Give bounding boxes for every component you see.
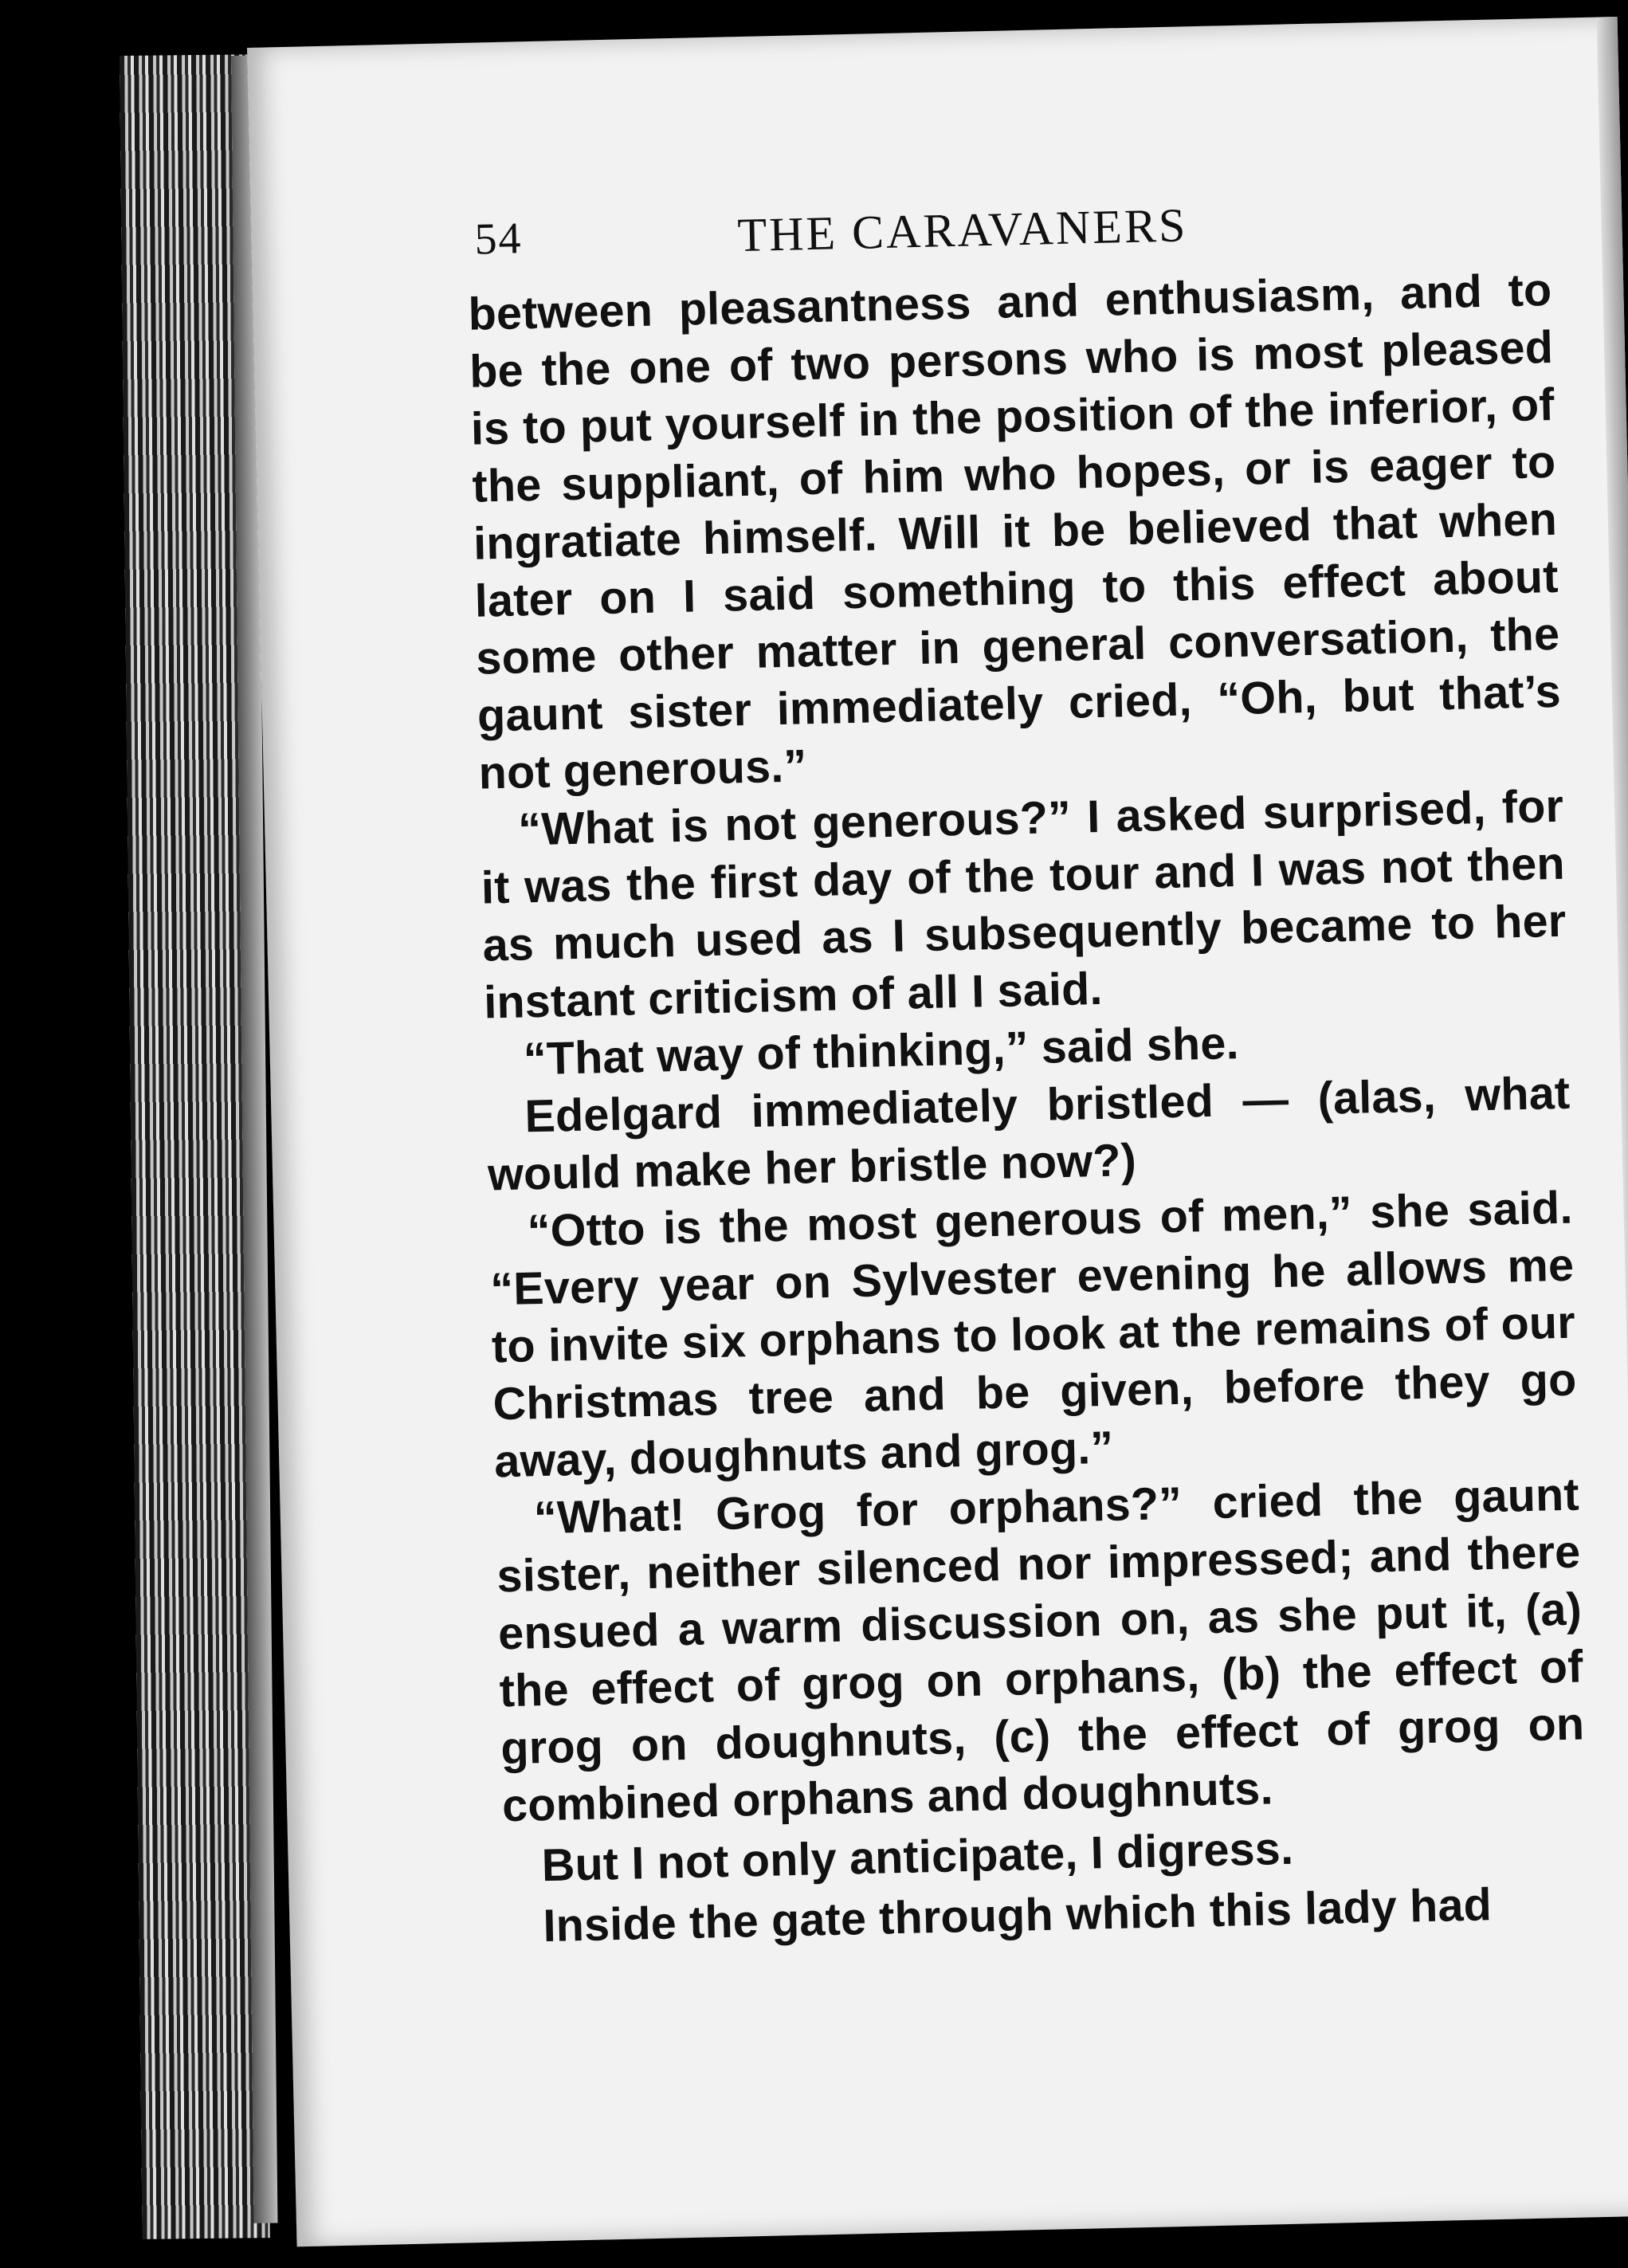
- paragraph-8: Inside the gate through which this lady had: [542, 1879, 1493, 1952]
- page-text-block: [466, 190, 1589, 1956]
- paragraph-6: “What! Grog for orphans?” cried the gaunt sister, neither silenced nor impressed; and there ensued a warm discussion on, as she put it, (a) the effect of grog on orphans, (b) the effect of grog on doughnuts, (c) the effect of grog on combined orphans and doughnuts.: [496, 1469, 1585, 1832]
- page-right-edge: [1597, 17, 1628, 2216]
- running-title: THE CARAVANERS: [736, 198, 1188, 262]
- paragraph-5: “Otto is the most generous of men,” she said. “Every year on Sylvester evening he allows me to invite six orphans to look at the remains of our Christmas tree and be given, before they go away, doughnuts and grog.”: [489, 1182, 1578, 1488]
- paragraph-4: Edelgard immediately bristled — (alas, what would make her bristle now?): [487, 1067, 1571, 1201]
- paragraph-1: between pleasantness and enthusiasm, and to be the one of two persons who is most pleased is to put yourself in the position of the inferior, of the suppliant, of him who hopes, or is eager to ingratiate himself. Will it be believed that when later on I said something to this effect about some other matter in general conversation, the gaunt sister immediately cried, “Oh, but that’s not generous.”: [467, 264, 1562, 799]
- paragraph-7: But I not only anticipate, I digress.: [541, 1823, 1294, 1892]
- paragraph-2: “What is not generous?” I asked surprised, for it was the first day of the tour and I was not then as much used as I subsequently became to her instant criticism of all I said.: [481, 780, 1567, 1029]
- page-number: 54: [473, 214, 524, 265]
- book-page: [247, 17, 1628, 2246]
- paragraph-3: “That way of thinking,” said she.: [523, 1018, 1240, 1085]
